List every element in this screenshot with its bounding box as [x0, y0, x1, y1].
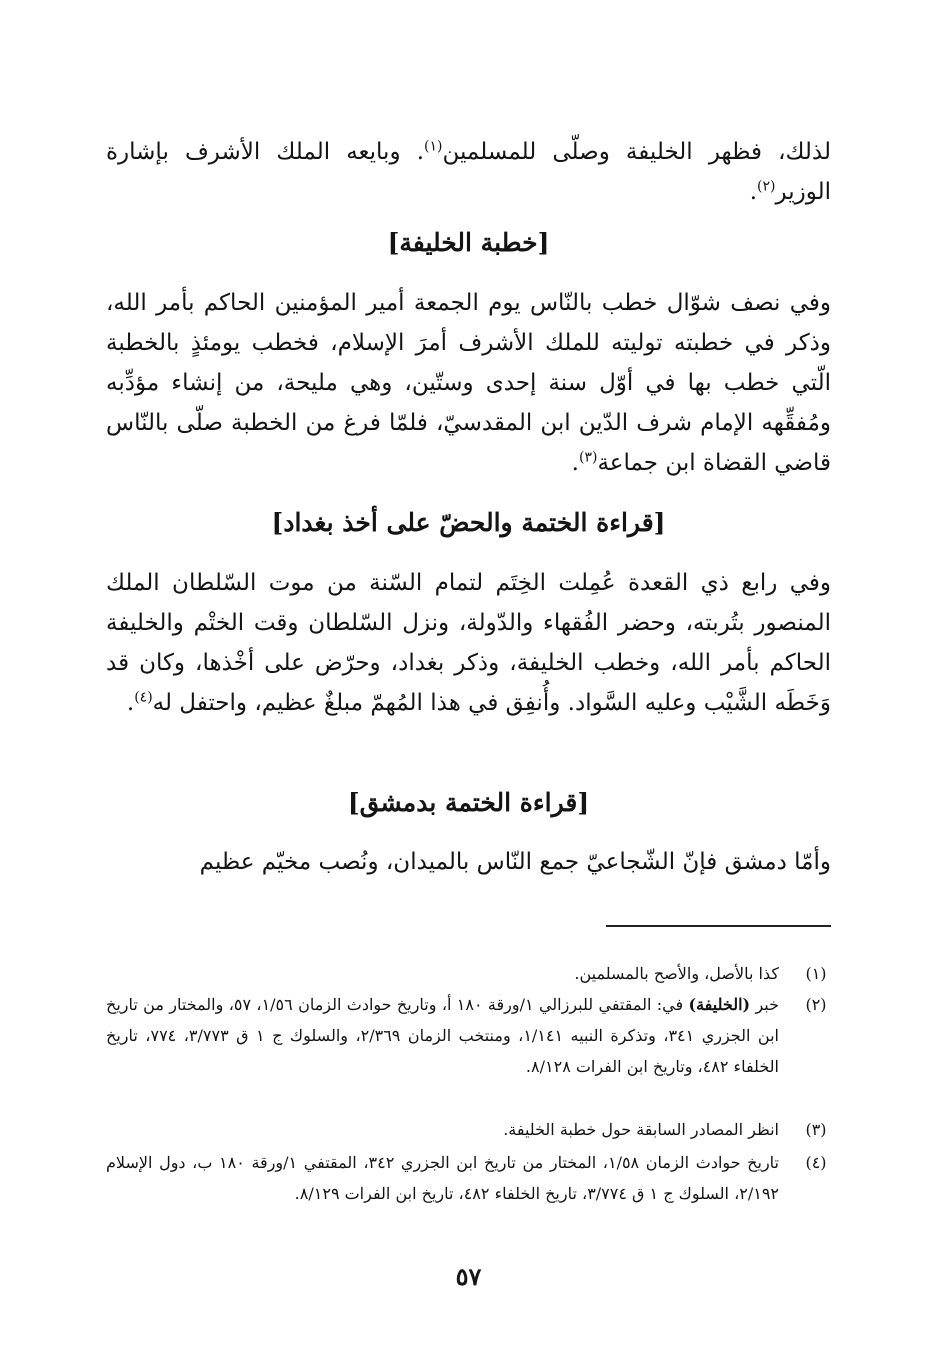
footnote-ref-4: (٤)	[134, 689, 153, 706]
footnote-text: انظر المصادر السابقة حول خطبة الخليفة.	[503, 1120, 779, 1139]
footnote-text: خبر (الخليفة) في: المقتفي للبرزالي ١/ورقة ١٨٠ أ، وتاريخ حوادث الزمان ١/٥٦، ٥٧، والمختار من تاريخ ابن الجزري ٣٤١، وتذكرة النبيه ١/١٤١، ومنتخب الزمان ٢/٣٦٩، والسلوك ج ١ ق ٣/٧٧٣، ٧٧٤، تاريخ الخلفاء ٤٨٢، وتاريخ ابن الفرات ٨/١٢٨.	[106, 995, 780, 1076]
section-heading-khatma-damascus: [قراءة الختمة بدمشق]	[347, 788, 590, 817]
footnote-keyword: (الخليفة)	[688, 995, 751, 1014]
footnote-divider	[606, 925, 831, 927]
footnote-number: (٢)	[805, 995, 827, 1014]
footnote-2	[106, 989, 831, 1082]
footnote-ref-2: (٢)	[757, 178, 776, 195]
paragraph-caliph-sermon: وفي نصف شوّال خطب بالنّاس يوم الجمعة أمير المؤمنين الحاكم بأمر الله، وذكر في خطبته توليته للملك الأشرف أمرَ الإسلام، فخطب يومئذٍ بالخطبة الّتي خطب بها في أوّل سنة إحدى وستّين، وهي مليحة، من إنشاء مؤدِّبه ومُفقِّهه الإمام شرف الدّين ابن المقدسيّ، فلمّا فرغ من الخطبة صلّى بالنّاس قاضي القضاة ابن جماعة$^{(٣)}$.	[106, 290, 831, 476]
footnote-ref-1: (١)	[424, 138, 443, 155]
footnote-1	[106, 958, 831, 989]
footnote-3	[106, 1114, 831, 1145]
footnote-number: (٤)	[805, 1153, 827, 1172]
section-heading-khatma-baghdad: [قراءة الختمة والحضّ على أخذ بغداد]	[271, 508, 666, 537]
footnote-number: (٣)	[805, 1120, 827, 1139]
paragraph-khatma-baghdad: وفي رابع ذي القعدة عُمِلت الخِتَم لتمام السّنة من موت السّلطان الملك المنصور بتُربته، وحضر الفُقهاء والدّولة، ونزل السّلطان وقت الختْم والخليفة الحاكم بأمر الله، وخطب الخليفة، وذكر بغداد، وحرّض على أخْذها، وكان قد وَخَطَه الشَّيْب وعليه السَّواد. وأُنفِق في هذا المُهمّ مبلغٌ عظيم، واحتفل له$^{(٤)}$.	[106, 570, 831, 716]
paragraph-intro: لذلك، فظهر الخليفة وصلّى للمسلمين$^{(١)}$. وبايعه الملك الأشرف بإشارة الوزير$^{(٢)}$.	[106, 138, 831, 205]
footnote-ref-3: (٣)	[578, 449, 598, 466]
footnote-4	[106, 1147, 831, 1209]
footnote-text: تاريخ حوادث الزمان ١/٥٨، المختار من تاريخ ابن الجزري ٣٤٢، المقتفي ١/ورقة ١٨٠ ب، دول الإسلام ٢/١٩٢، السلوك ج ١ ق ٣/٧٧٤، تاريخ الخلفاء ٤٨٢، تاريخ ابن الفرات ٨/١٢٩.	[106, 1153, 780, 1203]
page-number: ٥٧	[455, 1262, 482, 1291]
section-heading-caliph-sermon: [خطبة الخليفة]	[387, 228, 550, 257]
footnote-text: كذا بالأصل، والأصح بالمسلمين.	[574, 964, 779, 983]
footnote-number: (١)	[805, 964, 827, 983]
paragraph-khatma-damascus: وأمّا دمشق فإنّ الشّجاعيّ جمع النّاس بالميدان، ونُصب مخيّم عظيم	[199, 849, 831, 875]
